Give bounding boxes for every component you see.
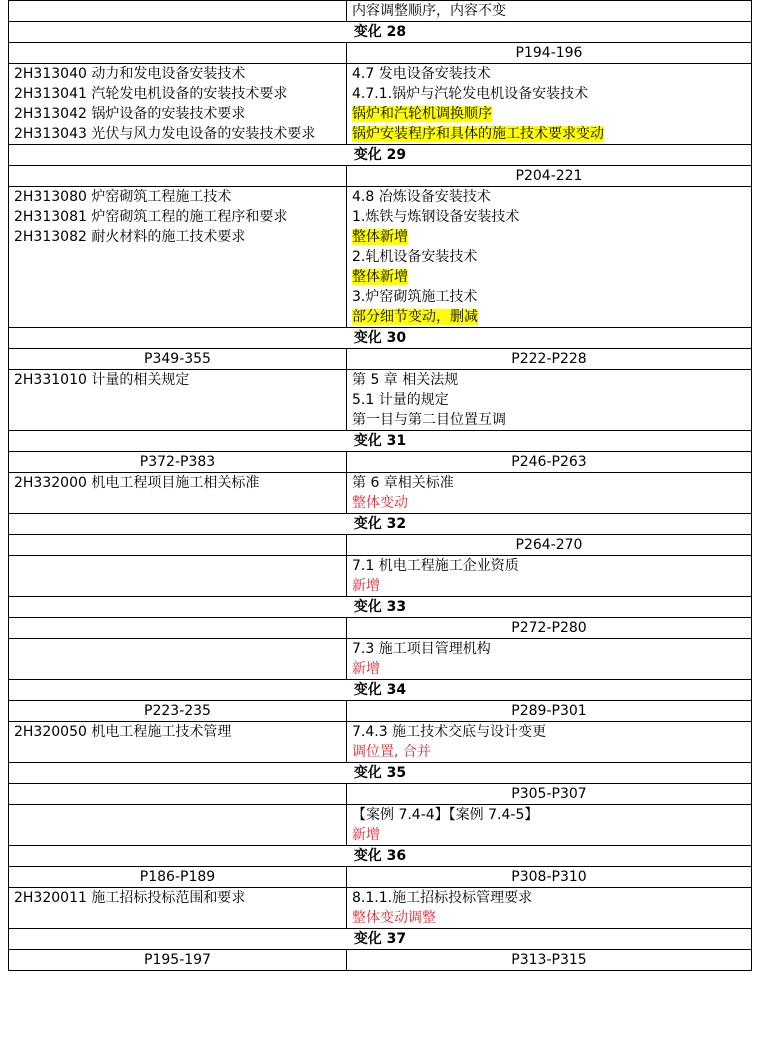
new-page-ref: P222-P228 xyxy=(347,349,752,370)
new-content-cell xyxy=(347,888,752,929)
page-ref-row xyxy=(9,43,752,64)
item-text: 7.3 施工项目管理机构 xyxy=(352,641,491,657)
old-page-ref: P349-355 xyxy=(9,349,347,370)
new-content-cell xyxy=(347,639,752,680)
change-label: 变化 32 xyxy=(9,514,752,535)
old-content-cell xyxy=(9,370,347,431)
change-note: 调位置, 合并 xyxy=(352,744,431,760)
highlighted-note: 整体新增 xyxy=(352,229,408,245)
new-item-line xyxy=(352,722,746,742)
item-text: 3.炉窑砌筑施工技术 xyxy=(352,289,478,305)
old-content-cell xyxy=(9,639,347,680)
change-band-row xyxy=(9,763,752,784)
old-page-ref xyxy=(9,535,347,556)
change-band-row xyxy=(9,846,752,867)
new-item-line xyxy=(352,307,746,327)
old-item-line: 2H320011 施工招标投标范围和要求 xyxy=(14,890,246,906)
new-item-line xyxy=(352,104,746,124)
change-note: 整体变动 xyxy=(352,495,408,511)
old-item-line: 2H313080 炉窑砌筑工程施工技术 xyxy=(14,189,232,205)
old-page-ref: P223-235 xyxy=(9,701,347,722)
change-band-row xyxy=(9,514,752,535)
new-item-line xyxy=(352,825,746,845)
new-item-line xyxy=(352,227,746,247)
old-page-ref xyxy=(9,618,347,639)
page-ref-row xyxy=(9,452,752,473)
new-content-cell xyxy=(347,722,752,763)
highlighted-note: 部分细节变动，删减 xyxy=(352,309,478,325)
old-content-cell xyxy=(9,888,347,929)
item-text: 7.4.3 施工技术交底与设计变更 xyxy=(352,724,547,740)
page-ref-row xyxy=(9,784,752,805)
page-ref-row xyxy=(9,701,752,722)
old-item-line: 2H313043 光伏与风力发电设备的安装技术要求 xyxy=(14,126,316,142)
new-item-line xyxy=(352,659,746,679)
comparison-table-body xyxy=(9,1,752,971)
highlighted-note: 锅炉安装程序和具体的施工技术要求变动 xyxy=(352,126,604,142)
change-band-row xyxy=(9,22,752,43)
change-band-row xyxy=(9,680,752,701)
new-item-line xyxy=(352,742,746,762)
highlighted-note: 整体新增 xyxy=(352,269,408,285)
new-item-line xyxy=(352,370,746,390)
old-page-ref: P372-P383 xyxy=(9,452,347,473)
new-item-line xyxy=(352,805,746,825)
change-band-row xyxy=(9,929,752,950)
change-label: 变化 33 xyxy=(9,597,752,618)
old-content-cell xyxy=(9,64,347,145)
change-note: 整体变动调整 xyxy=(352,910,436,926)
change-note: 新增 xyxy=(352,661,380,677)
new-item-line xyxy=(352,64,746,84)
new-page-ref: P264-270 xyxy=(347,535,752,556)
change-note: 新增 xyxy=(352,827,380,843)
old-page-ref: P195-197 xyxy=(9,950,347,971)
new-item-line xyxy=(352,410,746,430)
comparison-table xyxy=(8,0,752,971)
page-ref-row xyxy=(9,166,752,187)
content-row xyxy=(9,370,752,431)
change-label: 变化 36 xyxy=(9,846,752,867)
new-content-cell xyxy=(347,473,752,514)
content-row xyxy=(9,722,752,763)
new-content-cell xyxy=(347,370,752,431)
old-content-cell xyxy=(9,473,347,514)
content-row xyxy=(9,187,752,328)
old-page-ref xyxy=(9,166,347,187)
top-note-row xyxy=(9,1,752,22)
item-text: 第 6 章相关标准 xyxy=(352,475,454,491)
new-content-cell xyxy=(347,187,752,328)
old-item-line: 2H313040 动力和发电设备安装技术 xyxy=(14,66,246,82)
old-page-ref xyxy=(9,784,347,805)
new-page-ref: P204-221 xyxy=(347,166,752,187)
content-row xyxy=(9,805,752,846)
item-text: 4.8 冶炼设备安装技术 xyxy=(352,189,491,205)
change-label: 变化 30 xyxy=(9,328,752,349)
top-note-left-cell xyxy=(9,1,347,22)
item-text: 第 5 章 相关法规 xyxy=(352,372,459,388)
new-item-line xyxy=(352,888,746,908)
new-item-line xyxy=(352,247,746,267)
content-row xyxy=(9,64,752,145)
item-text: 5.1 计量的规定 xyxy=(352,392,449,408)
new-item-line xyxy=(352,639,746,659)
new-content-cell xyxy=(347,64,752,145)
new-content-cell xyxy=(347,805,752,846)
page-ref-row xyxy=(9,867,752,888)
change-band-row xyxy=(9,145,752,166)
old-page-ref xyxy=(9,43,347,64)
new-page-ref: P308-P310 xyxy=(347,867,752,888)
new-content-cell xyxy=(347,556,752,597)
old-item-line: 2H332000 机电工程项目施工相关标准 xyxy=(14,475,260,491)
top-note-cell: 内容调整顺序，内容不变 xyxy=(347,1,752,22)
item-text: 8.1.1.施工招标投标管理要求 xyxy=(352,890,533,906)
change-note: 新增 xyxy=(352,578,380,594)
new-item-line xyxy=(352,187,746,207)
old-item-line: 2H320050 机电工程施工技术管理 xyxy=(14,724,232,740)
old-item-line: 2H313082 耐火材料的施工技术要求 xyxy=(14,229,246,245)
new-item-line xyxy=(352,124,746,144)
page-ref-row xyxy=(9,535,752,556)
new-item-line xyxy=(352,287,746,307)
old-item-line: 2H313042 锅炉设备的安装技术要求 xyxy=(14,106,246,122)
item-text: 第一目与第二目位置互调 xyxy=(352,412,506,428)
new-item-line xyxy=(352,267,746,287)
old-content-cell xyxy=(9,805,347,846)
new-item-line xyxy=(352,390,746,410)
new-item-line xyxy=(352,84,746,104)
item-text: 4.7 发电设备安装技术 xyxy=(352,66,491,82)
new-page-ref: P194-196 xyxy=(347,43,752,64)
page-ref-row xyxy=(9,349,752,370)
change-label: 变化 29 xyxy=(9,145,752,166)
new-item-line xyxy=(352,576,746,596)
item-text: 7.1 机电工程施工企业资质 xyxy=(352,558,519,574)
old-item-line: 2H331010 计量的相关规定 xyxy=(14,372,190,388)
change-label: 变化 37 xyxy=(9,929,752,950)
new-item-line xyxy=(352,207,746,227)
content-row xyxy=(9,888,752,929)
item-text: 【案例 7.4-4】【案例 7.4-5】 xyxy=(352,807,539,823)
old-item-line: 2H313041 汽轮发电机设备的安装技术要求 xyxy=(14,86,288,102)
old-content-cell xyxy=(9,722,347,763)
old-page-ref: P186-P189 xyxy=(9,867,347,888)
new-page-ref: P246-P263 xyxy=(347,452,752,473)
new-item-line xyxy=(352,493,746,513)
change-band-row xyxy=(9,597,752,618)
content-row xyxy=(9,639,752,680)
change-band-row xyxy=(9,328,752,349)
page-ref-row xyxy=(9,618,752,639)
item-text: 2.轧机设备安装技术 xyxy=(352,249,478,265)
item-text: 4.7.1.锅炉与汽轮发电机设备安装技术 xyxy=(352,86,589,102)
new-item-line xyxy=(352,473,746,493)
new-page-ref: P272-P280 xyxy=(347,618,752,639)
change-label: 变化 28 xyxy=(9,22,752,43)
page-ref-row xyxy=(9,950,752,971)
old-content-cell xyxy=(9,187,347,328)
highlighted-note: 锅炉和汽轮机调换顺序 xyxy=(352,106,492,122)
change-band-row xyxy=(9,431,752,452)
new-page-ref: P305-P307 xyxy=(347,784,752,805)
new-item-line xyxy=(352,556,746,576)
item-text: 1.炼铁与炼钢设备安装技术 xyxy=(352,209,520,225)
new-page-ref: P289-P301 xyxy=(347,701,752,722)
content-row xyxy=(9,473,752,514)
new-item-line xyxy=(352,908,746,928)
change-label: 变化 31 xyxy=(9,431,752,452)
old-item-line: 2H313081 炉窑砌筑工程的施工程序和要求 xyxy=(14,209,288,225)
change-label: 变化 34 xyxy=(9,680,752,701)
content-row xyxy=(9,556,752,597)
change-label: 变化 35 xyxy=(9,763,752,784)
new-page-ref: P313-P315 xyxy=(347,950,752,971)
old-content-cell xyxy=(9,556,347,597)
